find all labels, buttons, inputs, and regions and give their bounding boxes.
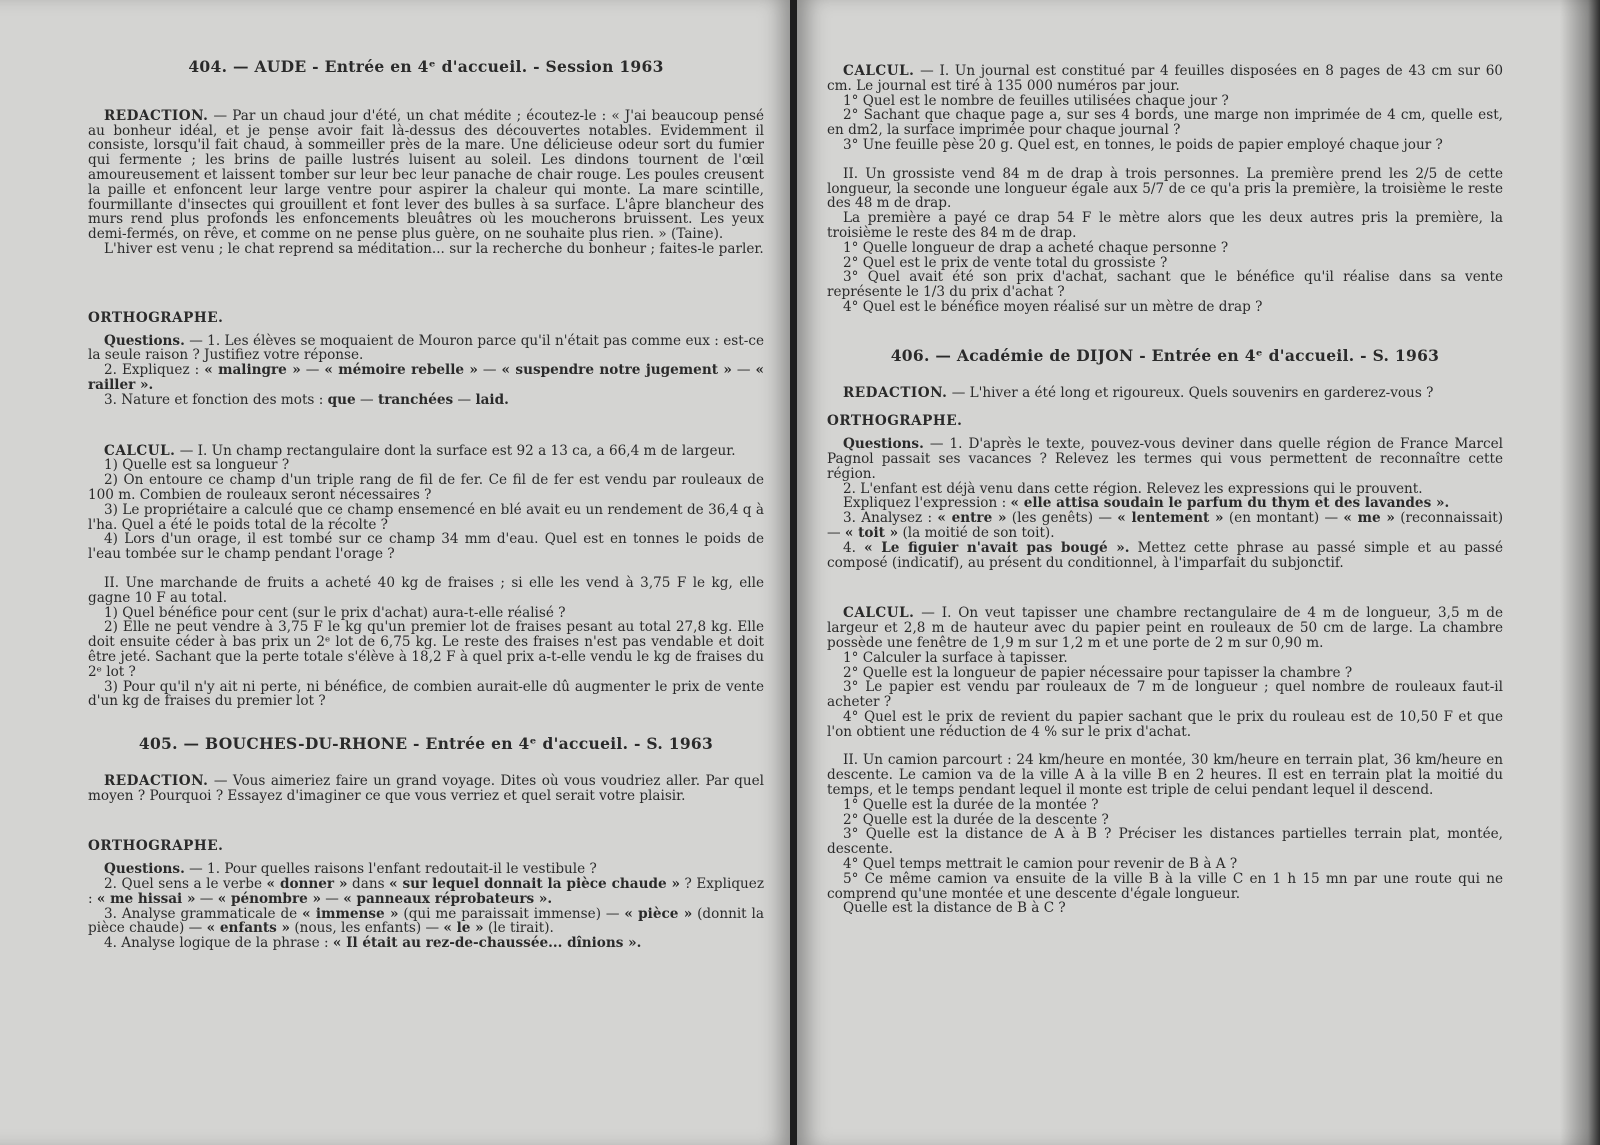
calcul-i-2: 2) On entoure ce champ d'un triple rang de fil de fer. Ce fil de fer est vendu par rouleaux de 100 m. Combien de rouleaux seront nécessaires ? bbox=[88, 472, 764, 503]
calcul-406-i-4: 4° Quel est le prix de revient du papier sachant que le prix du rouleau est de 10,50 F et que l'on obtient une réduction de 4 % sur le prix d'achat. bbox=[827, 708, 1503, 740]
calcul-405-i-1: 1° Quel est le nombre de feuilles utilisées chaque jour ? bbox=[843, 92, 1229, 109]
calcul-405-ii-1: 1° Quelle longueur de drap a acheté chaque personne ? bbox=[843, 239, 1229, 256]
question-405-4: 4. Analyse logique de la phrase : « Il était au rez-de-chaussée... dînions ». bbox=[104, 935, 642, 952]
question-406-2: 2. L'enfant est déjà venu dans cette région. Relevez les expressions qui le prouvent. bbox=[843, 480, 1423, 497]
redaction-text: — Par un chaud jour d'été, un chat médite ; écoutez-le : « J'ai beaucoup pensé au bonheur idéal, et je pense avoir fait là-dessus des découvertes notables. Evidemment il consiste, lorsqu'il fait chaud, à sommeiller près de la mare. Une délicieuse odeur sort du fumier qui fermente ; les brins de paille lustrés luisent au soleil. Les dindons tournent de l'œil amoureusement et laissent tomber sur leur bec leur panache de chair rouge. Les poules creusent la paille et enfoncent leur large ventre pour aspirer la chaleur qui monte. La mare scintille, fourmillante d'insectes qui grouillent et font lever des bulles à sa surface. L'âpre blancheur des murs rend plus profonds les enfoncements bleuâtres où les moucherons bruissent. Les yeux demi-fermés, on rêve, et comme on ne pense plus guère, on ne souhaite plus rien. » (Taine). bbox=[88, 107, 764, 243]
calcul-406-ii-intro: II. Un camion parcourt : 24 km/heure en montée, 30 km/heure en terrain plat, 36 km/heure en descente. Le camion va de la ville A à la ville B en 2 heures. Il est en terrain plat la moitié du temps, et le temps pendant lequel il monte est triple de celui pendant lequel il descend. bbox=[827, 752, 1503, 799]
question-405-2: 2. Quel sens a le verbe « donner » dans « sur lequel donnait la pièce chaude » ? Expliquez : « me hissai » — « pénombre » — « panneaux réprobateurs ». bbox=[88, 876, 764, 907]
calcul-406-ii-5: 5° Ce même camion va ensuite de la ville B à la ville C en 1 h 15 mn par une route qui ne comprend qu'une montée et une descente d'égale longueur. bbox=[827, 870, 1503, 902]
calcul-ii-1: 1) Quel bénéfice pour cent (sur le prix d'achat) aura-t-elle réalisé ? bbox=[104, 604, 566, 621]
calcul-405-ii-4: 4° Quel est le bénéfice moyen réalisé sur un mètre de drap ? bbox=[843, 298, 1263, 315]
redaction-title: REDACTION. bbox=[104, 107, 209, 124]
calcul-405-i-3: 3° Une feuille pèse 20 g. Quel est, en tonnes, le poids de papier employé chaque jour ? bbox=[843, 136, 1443, 153]
redaction-406-title: REDACTION. bbox=[843, 384, 948, 401]
question-406-4: 4. « Le figuier n'avait pas bougé ». Mettez cette phrase au passé simple et au passé composé (indicatif), au présent du conditionnel, à l'imparfait du subjonctif. bbox=[827, 539, 1503, 571]
calcul-405-i-intro: — I. Un journal est constitué par 4 feuilles disposées en 8 pages de 43 cm sur 60 cm. Le journal est tiré à 135 000 numéros par jour. bbox=[827, 63, 1503, 94]
left-page bbox=[0, 0, 792, 1145]
heading-405: 405. — BOUCHES-DU-RHONE - Entrée en 4ᵉ d'accueil. - S. 1963 bbox=[138, 734, 714, 754]
calcul-405-ii-2: 2° Quel est le prix de vente total du grossiste ? bbox=[843, 254, 1168, 271]
orthographe-404 bbox=[88, 311, 764, 408]
orthographe-405-title: ORTHOGRAPHE. bbox=[88, 838, 224, 855]
calcul-406 bbox=[827, 606, 1503, 916]
calcul-405-ii-3: 3° Quel avait été son prix d'achat, sachant que le bénéfice qu'il réalise dans sa vente représente le 1/3 du prix d'achat ? bbox=[827, 269, 1503, 301]
calcul-ii-intro: II. Une marchande de fruits a acheté 40 kg de fraises ; si elle les vend à 3,75 F le kg, elle gagne 10 F au total. bbox=[88, 574, 764, 606]
redaction-405-title: REDACTION. bbox=[104, 772, 209, 789]
question-405-1: — 1. Pour quelles raisons l'enfant redoutait-il le vestibule ? bbox=[184, 861, 597, 878]
calcul-406-title: CALCUL. bbox=[843, 605, 915, 622]
questions-label: Questions. bbox=[104, 332, 185, 349]
calcul-405-ii-intro: II. Un grossiste vend 84 m de drap à trois personnes. La première prend les 2/5 de cette longueur, la seconde une longueur égale aux 5/7 de ce qu'a pris la première, la troisième le reste des 48 m de drap. bbox=[827, 165, 1503, 212]
calcul-406-i-1: 1° Calculer la surface à tapisser. bbox=[843, 649, 1068, 666]
right-column bbox=[827, 64, 1503, 938]
calcul-title: CALCUL. bbox=[104, 442, 176, 459]
calcul-405-ii-b: La première a payé ce drap 54 F le mètre alors que les deux autres pris la première, la troisième le reste des 84 m de drap. bbox=[827, 210, 1503, 241]
calcul-i-1: 1) Quelle est sa longueur ? bbox=[104, 457, 290, 474]
calcul-i-3: 3) Le propriétaire a calculé que ce champ ensemencé en blé avait eu un rendement de 36,4 q à l'ha. Quel a été le poids total de la récolte ? bbox=[88, 501, 764, 533]
redaction-405 bbox=[88, 774, 764, 804]
calcul-404 bbox=[88, 444, 764, 710]
orthographe-405 bbox=[88, 839, 764, 951]
redaction-406 bbox=[827, 386, 1503, 401]
redaction-text-2: L'hiver est venu ; le chat reprend sa méditation... sur la recherche du bonheur ; faites-le parler. bbox=[104, 240, 764, 257]
calcul-406-ii-2: 2° Quelle est la durée de la descente ? bbox=[843, 811, 1109, 828]
redaction-405-text: — Vous aimeriez faire un grand voyage. Dites où vous voudriez aller. Par quel moyen ? Pourquoi ? Essayez d'imaginer ce que vous verriez et quel serait votre plaisir. bbox=[88, 772, 764, 804]
right-page bbox=[797, 0, 1600, 1145]
calcul-406-ii-1: 1° Quelle est la durée de la montée ? bbox=[843, 796, 1099, 813]
question-405-3: 3. Analyse grammaticale de « immense » (qui me paraissait immense) — « pièce » (donnit la pièce chaude) — « enfants » (nous, les enfants) — « le » (le tirait). bbox=[88, 905, 764, 937]
calcul-ii-3: 3) Pour qu'il n'y ait ni perte, ni bénéfice, de combien aurait-elle dû augmenter le prix de vente d'un kg de fraises du premier lot ? bbox=[88, 678, 764, 710]
calcul-406-ii-6: Quelle est la distance de B à C ? bbox=[843, 900, 1066, 917]
calcul-406-ii-4: 4° Quel temps mettrait le camion pour revenir de B à A ? bbox=[843, 856, 1238, 873]
calcul-i-intro: — I. Un champ rectangulaire dont la surface est 92 a 13 ca, a 66,4 m de largeur. bbox=[175, 442, 736, 459]
redaction-404 bbox=[88, 109, 764, 257]
calcul-i-4: 4) Lors d'un orage, il est tombé sur ce champ 34 mm d'eau. Quel est en tonnes le poids de l'eau tombée sur le champ pendant l'orage ? bbox=[88, 531, 764, 563]
orthographe-406-title: ORTHOGRAPHE. bbox=[827, 413, 963, 430]
question-406-2b: Expliquez l'expression : « elle attisa soudain le parfum du thym et des lavandes ». bbox=[843, 495, 1450, 512]
heading-406: 406. — Académie de DIJON - Entrée en 4ᵉ d'accueil. - S. 1963 bbox=[890, 345, 1440, 365]
questions-405-label: Questions. bbox=[104, 861, 185, 878]
calcul-406-ii-3: 3° Quelle est la distance de A à B ? Préciser les distances partielles terrain plat, montée, descente. bbox=[827, 826, 1503, 858]
calcul-ii-2: 2) Elle ne peut vendre à 3,75 F le kg qu'un premier lot de fraises pesant au total 27,8 kg. Elle doit ensuite céder à bas prix un 2ᵉ lot de 6,75 kg. Le reste des fraises n'est pas vendable et doit être jeté. Sachant que la perte totale s'élève à 18,2 F à quel prix a-t-elle vendu le kg de fraises du 2ᵉ lot ? bbox=[88, 619, 764, 680]
calcul-405-i-2: 2° Sachant que chaque page a, sur ses 4 bords, une marge non imprimée de 4 cm, quelle est, en dm2, la surface imprimée pour chaque journal ? bbox=[827, 107, 1503, 139]
calcul-406-i-2: 2° Quelle est la longueur de papier nécessaire pour tapisser la chambre ? bbox=[843, 664, 1353, 681]
calcul-405 bbox=[827, 64, 1503, 315]
heading-404: 404. — AUDE - Entrée en 4ᵉ d'accueil. - Session 1963 bbox=[188, 57, 664, 76]
redaction-406-text: — L'hiver a été long et rigoureux. Quels souvenirs en garderez-vous ? bbox=[947, 384, 1434, 401]
question-406-1: — 1. D'après le texte, pouvez-vous deviner dans quelle région de France Marcel Pagnol passait ses vacances ? Relevez les termes qui vous permettent de reconnaître cette région. bbox=[827, 436, 1503, 482]
calcul-406-i-3: 3° Le papier est vendu par rouleaux de 7 m de longueur ; quel nombre de rouleaux faut-il acheter ? bbox=[827, 679, 1503, 711]
calcul-406-i-intro: — I. On veut tapisser une chambre rectangulaire de 4 m de longueur, 3,5 m de largeur et 2,8 m de hauteur avec du papier peint en rouleaux de 50 cm de large. La chambre possède une fenêtre de 1,9 m sur 1,2 m et une porte de 2 m sur 0,90 m. bbox=[827, 605, 1503, 651]
question-3: 3. Nature et fonction des mots : que — tranchées — laid. bbox=[104, 391, 509, 408]
question-1: — 1. Les élèves se moquaient de Mouron parce qu'il n'était pas comme eux : est-ce la seule raison ? Justifiez votre réponse. bbox=[88, 332, 764, 364]
orthographe-406 bbox=[827, 414, 1503, 570]
calcul-405-title: CALCUL. bbox=[843, 63, 915, 79]
questions-406-label: Questions. bbox=[843, 436, 924, 453]
orthographe-title: ORTHOGRAPHE. bbox=[88, 309, 224, 326]
left-column bbox=[88, 57, 764, 973]
question-2: 2. Expliquez : « malingre » — « mémoire rebelle » — « suspendre notre jugement » — « railler ». bbox=[88, 362, 764, 393]
question-406-3: 3. Analysez : « entre » (les genêts) — « lentement » (en montant) — « me » (reconnaissait) — « toit » (la moitié de son toit). bbox=[827, 510, 1503, 541]
